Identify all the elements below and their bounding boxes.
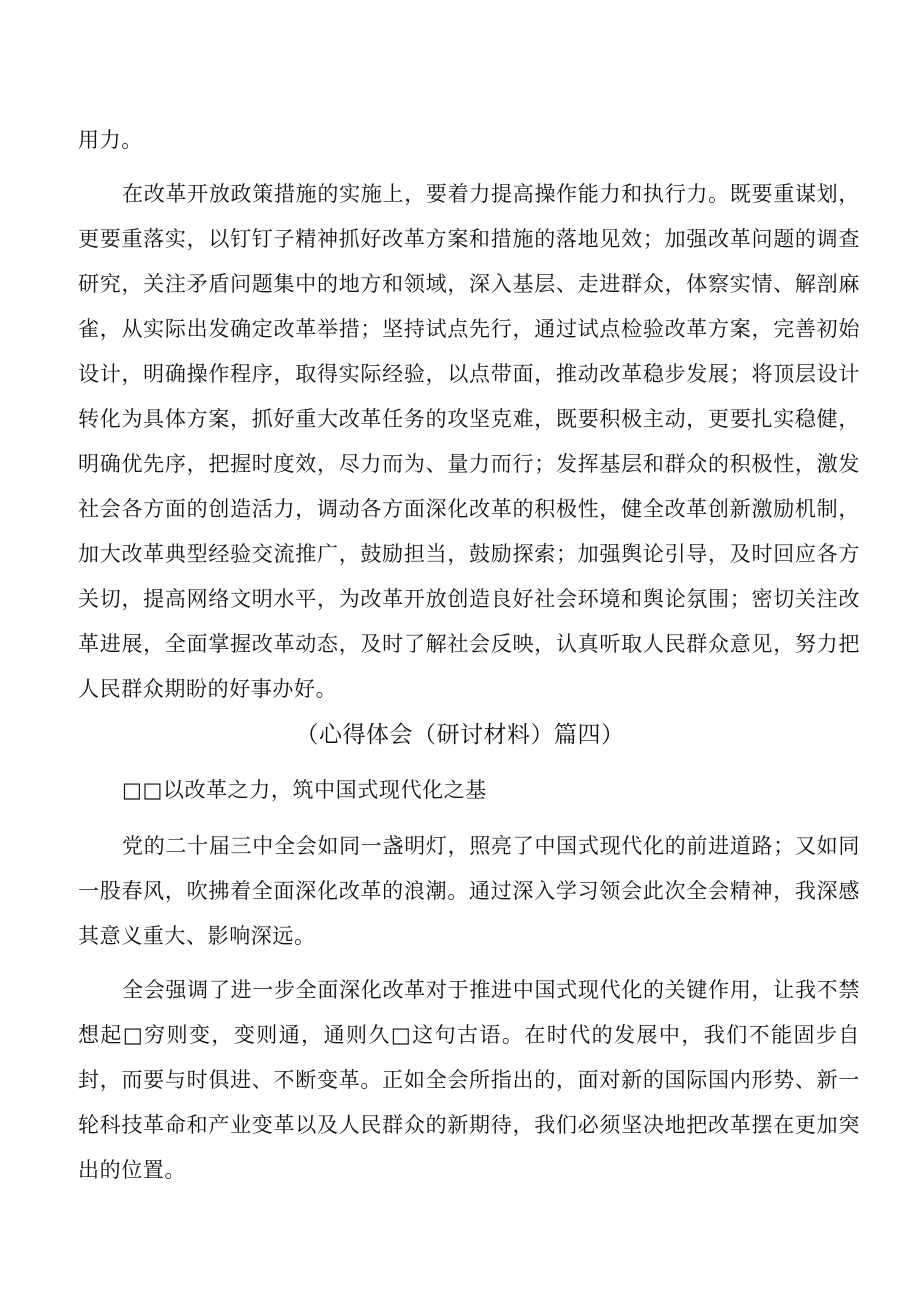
paragraph-continuation: 用力。 xyxy=(78,128,143,152)
paragraph-plenary-intro: 党的二十届三中全会如同一盏明灯，照亮了中国式现代化的前进道路；又如同一股春风，吹拂着全面深化改革的浪潮。通过深入学习领会此次全会精神，我深感其意义重大、影响深远。 xyxy=(78,834,860,948)
paragraph-deepening-reform: 全会强调了进一步全面深化改革对于推进中国式现代化的关键作用，让我不禁想起□穷则变，变则通，通则久□这句古语。在时代的发展中，我们不能固步自封，而要与时俱进、不断变革。正如全会所指出的，面对新的国际国内形势、新一轮科技革命和产业变革以及人民群众的新期待，我们必须坚决地把改革摆在更加突出的位置。 xyxy=(78,978,860,1182)
paragraph-reform-implementation: 在改革开放政策措施的实施上，要着力提高操作能力和执行力。既要重谋划，更要重落实，以钉钉子精神抓好改革方案和措施的落地见效；加强改革问题的调查研究，关注矛盾问题集中的地方和领域，深入基层、走进群众，体察实情、解剖麻雀，从实际出发确定改革举措；坚持试点先行，通过试点检验改革方案，完善初始设计，明确操作程序，取得实际经验，以点带面，推动改革稳步发展；将顶层设计转化为具体方案，抓好重大改革任务的攻坚克难，既要积极主动，更要扎实稳健，明确优先序，把握时度效，尽力而为、量力而行；发挥基层和群众的积极性，激发社会各方面的创造活力，调动各方面深化改革的积极性，健全改革创新激励机制，加大改革典型经验交流推广，鼓励担当，鼓励探索；加强舆论引导，及时回应各方关切，提高网络文明水平，为改革开放创造良好社会环境和舆论氛围；密切关注改革进展，全面掌握改革动态，及时了解社会反映，认真听取人民群众意见，努力把人民群众期盼的好事办好。 xyxy=(78,182,860,701)
section-subtitle: □□以改革之力，筑中国式现代化之基 xyxy=(122,778,487,802)
section-heading: （心得体会（研讨材料）篇四） xyxy=(295,722,625,748)
